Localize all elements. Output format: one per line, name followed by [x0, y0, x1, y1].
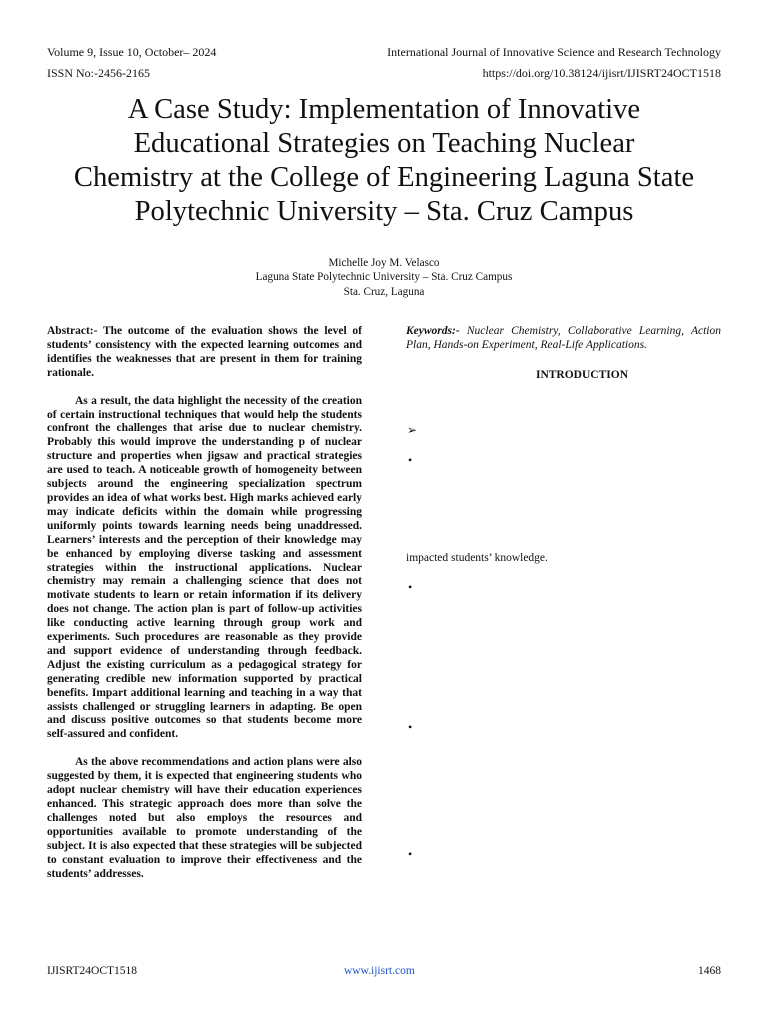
title-line: Educational Strategies on Teaching Nuclear	[133, 128, 635, 159]
abstract-paragraph: Abstract:- The outcome of the evaluation shows the level of students’ consistency with the expected learning outcomes and identifies the weaknesses that are present in them for training rationale.	[47, 325, 362, 379]
page-number: 1468	[698, 965, 721, 977]
keywords-text: Nuclear Chemistry, Collaborative Learning, Action Plan, Hands-on Experiment, Real-Life Applications.	[406, 325, 721, 351]
footer-site-link[interactable]: www.ijisrt.com	[344, 965, 415, 977]
title-line: Polytechnic University – Sta. Cruz Campus	[134, 196, 634, 227]
keywords	[406, 325, 721, 353]
bullet-icon: •	[408, 580, 413, 594]
paper-title	[30, 93, 738, 229]
author-location: Sta. Cruz, Laguna	[343, 285, 425, 298]
volume-info: Volume 9, Issue 10, October– 2024	[47, 45, 217, 59]
keywords-label: Keywords:-	[406, 325, 460, 337]
issn-info: ISSN No:-2456-2165	[47, 66, 151, 80]
introduction-heading: INTRODUCTION	[535, 369, 628, 381]
bullet-icon: •	[408, 453, 413, 467]
abstract-paragraph: As the above recommendations and action plans were also suggested by them, it is expected that engineering students who adopt nuclear chemistry will have their education experiences enhanced. This strategic approach does more than solve the challenges noted but also employs the resources and opportunities available to promote understanding of the subject. It is also expected that these strategies will be subjected to constant evaluation to improve their effectiveness and the students’ addresses.	[47, 756, 362, 880]
arrow-bullet-icon: ➢	[407, 423, 418, 437]
author-affiliation: Laguna State Polytechnic University – Sta. Cruz Campus	[255, 271, 513, 284]
doi-link[interactable]: https://doi.org/10.38124/ijisrt/IJISRT24OCT1518	[482, 66, 721, 80]
author-name: Michelle Joy M. Velasco	[328, 257, 440, 269]
bullet-icon: •	[408, 720, 413, 734]
title-line: A Case Study: Implementation of Innovative	[127, 94, 641, 125]
journal-name: International Journal of Innovative Science and Research Technology	[387, 45, 721, 59]
intro-text-fragment: impacted students’ knowledge.	[406, 552, 548, 564]
bullet-icon: •	[408, 847, 413, 861]
title-line: Chemistry at the College of Engineering Laguna State	[73, 162, 695, 193]
footer-id: IJISRT24OCT1518	[47, 965, 138, 977]
abstract-paragraph: As a result, the data highlight the necessity of the creation of certain instructional techniques that would help the students confront the challenges that arise due to nuclear chemistry. Probably this would improve the understanding p of nuclear structure and properties when jigsaw and practical strategies are used to teach. A noticeable growth of homogeneity between subjects around the engineering specialization spectrum provides an idea of what works best. High marks achieved early may indicate deficits within the domain while progressing uniformly points towards learning needs being unaddressed. Learners’ interests and the perception of their knowledge may be enhanced by employing diverse tasking and assessment strategies within the instructional applications. Nuclear chemistry may remain a challenging science that does not motivate students to learn or retain information if its delivery does not change. The action plan is part of follow-up activities like conducting active learning through group work and experiments. Such procedures are reasonable as they provide and support evidence of understanding through feedback. Adjust the existing curriculum as a pedagogical strategy for generating credible new information supported by practical benefits. Impart additional learning and teaching in a way that assists challenged or struggling learners in adapting. Be open and discuss positive outcomes so that students become more self-assured and confident.	[47, 394, 362, 741]
author-block	[0, 256, 768, 299]
abstract-column	[47, 325, 362, 881]
